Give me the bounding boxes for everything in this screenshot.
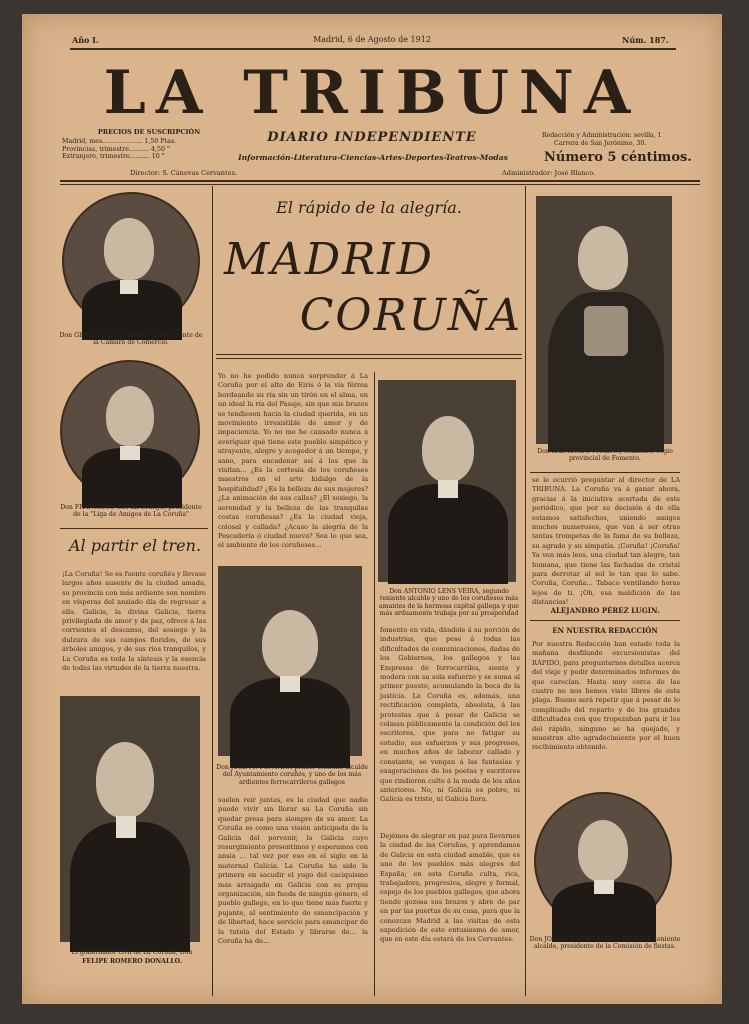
portrait-caption: Don JOAQUÍN MARTÍNEZ MARTÍNEZ, teniente alcalde, presidente de la Comisión de fiestas.	[529, 936, 681, 951]
article-signature: ALEJANDRO PÉREZ LUGIN.	[550, 606, 660, 615]
subscription-row: Extranjero, trimestre.......... 10 "	[62, 153, 165, 161]
headline-rule	[216, 358, 522, 359]
article-body-partir: ¡La Coruña! Se es fuente coruñés y llevase largos años ausente de la ciudad amada, su provincia con más ardiente son nombre en vísperas del ansiado día de regresar a ella. Galicia, la divina Galicia, tierra privilegiada de amor y de paz, ofrece á las corrientes el descanso, del sosiego y la dulzura de sus campos floridos, de sus árboles amigos, y de sus ríos tranquilos, y La Coruña es toda la síntesis y la esencia de todas las virtudes de la tierra nuestra.	[62, 570, 206, 673]
article-body-center-3: suelen reír juntas, es la ciudad que nadie puede vivir sin llorar su La Coruña sin quedar presa para siempre de su amor. La Coruña es como una visión anticipada de la Galicia del porvenir, la Galicia cuyo resurgimiento presentimos y esperamos con ansia ... tal vez por eso en el siglo en la maternal Galicia. La Coruña ha sido la primera en sacudir el yugo del caciquismo más arraigado en Galicia con su propia organización, sin fueda de ningún género, el pueblo gallego, en lo que tiene más fuerte y pujante, al sentimiento de emancipación y de libertad, hace servicio para emancipar de la tutela del Estado y librarse de... la Coruña ha de...	[218, 796, 368, 946]
masthead-rule-thin	[60, 184, 700, 185]
headline-coruna: CORUÑA	[299, 290, 522, 341]
masthead-sections: Información-Literatura-Ciencias-Artes-Deportes-Teatros-Modas	[238, 153, 508, 162]
masthead-subtitle: DIARIO INDEPENDIENTE	[267, 130, 477, 145]
section-rule	[60, 528, 208, 529]
portrait-photo	[378, 380, 516, 582]
article-body-center-4: Dejémos de alegrar en paz para llevarnos la ciudad de las Coruñas, y aprendamos de Galicia en esta ciudad amable, que es uno de los pueblos más alegres del España; en esta Coruña culta, rica, trabajadora, progresiva, alegre y formal, espejo de los pueblos gallegos, que ahora tiende gozosa sus brazos y abre de par en par las puertas de su casa, para que la conozcan Madrid á las visitas de esta expedición de este entusiasmo de amor, que en este día estará de los Cervantes.	[380, 832, 520, 944]
portrait-caption: Don FRANCISCO LÓPEZ BREIJO, presidente de la "Liga de Amigos de La Coruña"	[60, 504, 202, 519]
headline-kicker: El rápido de la alegría.	[276, 198, 462, 217]
article-body-center-2: fomento en vida, dándole á su porción de industrias, que pese á todas las dificultades de comunicaciones, dadas de los Gobiernos, los gallegos y las Empresas de ferrocarriles, siente y modera con su sola esfuerzo y se suma al primer puesto, acumulando la boca de la justicia. La Coruña es, además, una rectificación completa, absoluta, á las protestas que á pesar de Galicia se colman públicamente la condición del los escritores, que para no fatigar su estudio, sus esfuerzos y sus progresos, en muchos años de laborar callado y constante, se vengan á las fantasías y exageraciones de los poetas y escritores que rindieron culto á la moda de los años anteriores. No, ni Galicia es pobre, ni Galicia es triste, ni Galicia llora.	[380, 626, 520, 804]
article-body-center-1: Yo no he podido nunca sorprender á La Coruña por el alto de Eiris ó la vía férrea bordeando su ría sin un tirón en el alma, en un ideal la ría del Pasaje, sin que mis brazos se tendiesen hacia la ciudad querida, en un movimiento irresistible de amor y de impaciencia. Yo no me he cansado nunca á averiguar qué tiene este pueblo simpático y atrayente, alegre y acogedor á un tiempo, y sano, para encadenar así á los que la visitan... ¿Es la cortesía de los coruñeses maestros en el arte hidalgo de la hospitalidad? ¿Es la belleza de sus mujeres? ¿La animación de sus calles? ¿El sosiego, la serenidad y la belleza de las tranquilas costas coruñesas? ¿Es la ciudad vieja, colosal y callada? ¿Acaso la alegría de la Pescadería ó ciudad nueva? Sea lo que sea, el ambiente de los coruñeses...	[218, 372, 368, 550]
column-rule	[374, 372, 375, 996]
portrait-caption: Don GERMÁN S. POMBRIEGA, presidente de la Cámara de Comercio.	[59, 332, 203, 347]
redaccion-title: EN NUESTRA REDACCIÓN	[552, 626, 658, 635]
portrait-photo	[534, 792, 672, 930]
portrait-caption-first-line: El gobernador civil de La Coruña, Don	[71, 949, 193, 956]
portrait-photo	[218, 566, 362, 756]
portrait-caption: Don ANTONIO LENS VEIRA, segundo teniente alcalde y uno de los coruñeses más amantes de la hermosa capital gallega y que más arduamente trabaja por su prosperidad	[379, 588, 519, 618]
subscriptions-title: PRECIOS DE SUSCRIPCIÓN	[97, 128, 201, 136]
price-label: Número 5 céntimos.	[544, 150, 692, 165]
administrator-line: Administrador: José Blanco.	[502, 169, 596, 177]
section-rule	[530, 620, 680, 621]
headline-rule	[216, 354, 522, 355]
portrait-caption-name: FELIPE ROMERO DONALLO.	[82, 958, 182, 965]
masthead-rule	[60, 180, 700, 182]
top-rule	[70, 48, 676, 50]
portrait-photo	[60, 696, 200, 942]
column-rule	[525, 186, 526, 996]
newspaper-page	[22, 14, 722, 1004]
portrait-photo	[62, 192, 200, 330]
column-rule	[212, 186, 213, 996]
office-address: Redacción y Administración: sevilla, 1 Carrera de San Jerónimo, 30.	[542, 132, 662, 147]
portrait-photo	[536, 196, 672, 444]
portrait-caption: Don JOSÉ M. FONTANA primer teniente alcalde del Ayuntamiento coruñés, y uno de los más ardientes ferrocarrileros gallegos	[216, 764, 368, 786]
redaccion-body: Por nuestra Redacción han estado toda la mañana desfilando excursionistas del RÁPIDO, para preguntarnos detalles acerca del viaje y pedir determinados informes de que carecían. Hasta muy cerca de las cuatro no nos hemos visto libres de esta plaga. Bueno será repetir que á pesar de lo complicado del reparto y de los grandes dificultades con que tropezaban para ir los del rápido, ninguno se ha quejado, y muestran alto agradecimiento por el buen recibimiento obtenido.	[532, 640, 680, 752]
section-rule	[530, 472, 680, 473]
headline-madrid: MADRID	[224, 234, 434, 285]
article-title-partir: Al partir el tren.	[68, 536, 202, 555]
issue-number: Núm. 187.	[622, 35, 669, 45]
portrait-photo	[60, 360, 200, 502]
year-label: Año I.	[72, 35, 99, 45]
masthead-title: LA TRIBUNA	[103, 58, 641, 128]
subscription-row: Madrid, mes.................... 1,50 Ptas.	[62, 138, 177, 145]
portrait-caption: Don RAIMUNDO MOLINA, comisario regio provincial de Fomento.	[537, 448, 673, 463]
subscription-row: Provincias, trimestre.......... 4,50 "	[62, 145, 170, 153]
director-line: Director: S. Cánovas Cervantes.	[130, 169, 238, 177]
subscriptions-list	[62, 138, 212, 161]
issue-date: Madrid, 6 de Agosto de 1912	[313, 35, 431, 44]
article-body-right: se le ocurrió preguntar al director de LA TRIBUNA. La Coruña va á ganar ahora, gracias á la iniciativa acertada de este periódico, que por su decisión á de ella estamos satisfechos, uniendo amigos muchos numerosos, que van á ser otras tantas trompetas de la fama de su belleza, su agrado y su simpatía. ¡Coruña! ¡Coruña! Ya ven más leos, una ciudad tan alegre, tan humana, que tiene las fachadas de cristal para derrotar al sol le tan que lo sabe. Coruña, Coruña... Tabaco ventilando horas lejos de ti. ¡Oh, esa maldición de las distancias!	[532, 476, 680, 607]
